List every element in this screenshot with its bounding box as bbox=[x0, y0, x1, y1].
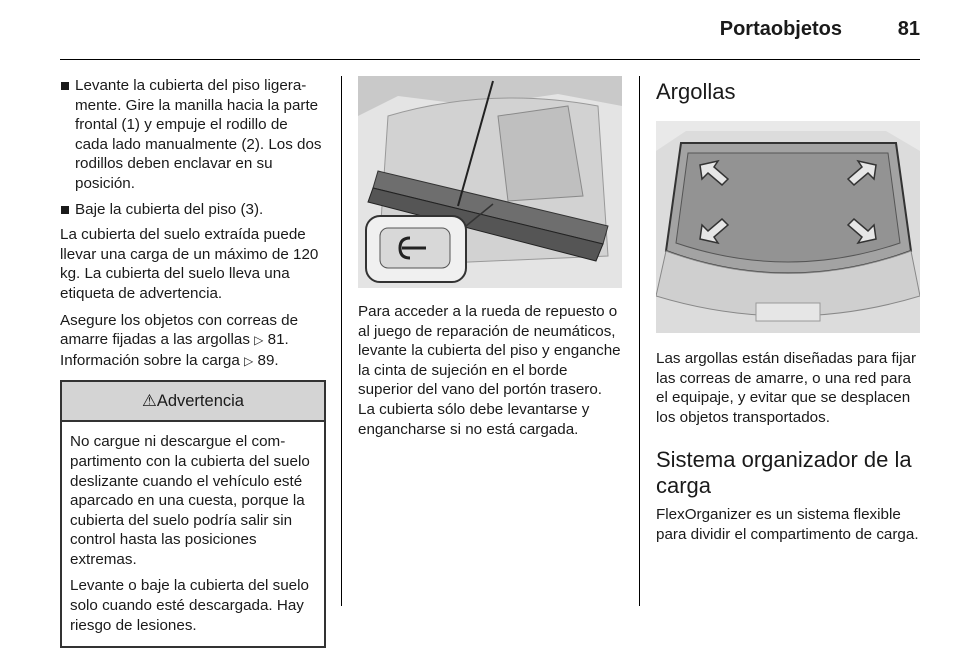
bullet-text: Baje la cubierta del piso (3). bbox=[75, 200, 264, 218]
paragraph-text: Asegure los objetos con correas de amarre fijadas a las argollas bbox=[60, 311, 299, 349]
warning-box bbox=[60, 380, 326, 648]
warning-text: Levante o baje la cubierta del suelo solo cuando esté descargada. Hay riesgo de lesiones. bbox=[70, 577, 309, 634]
paragraph-tie-down: Asegure los objetos con correas de amarre fijadas a las argollas ▷ 81. Información sobre la carga ▷ 89. bbox=[60, 311, 299, 369]
column-middle bbox=[358, 76, 622, 446]
paragraph-text: Información sobre la carga bbox=[60, 351, 240, 369]
page-header bbox=[0, 0, 960, 60]
column-left bbox=[60, 76, 324, 648]
warning-triangle-icon: ⚠ bbox=[142, 392, 157, 411]
paragraph-flexorganizer: FlexOrganizer es un sistema flexible para dividir el compartimento de carga. bbox=[656, 506, 919, 543]
column-divider bbox=[639, 76, 640, 606]
page-reference-icon: ▷ bbox=[244, 353, 254, 368]
column-right bbox=[656, 76, 920, 552]
header-rule bbox=[60, 59, 920, 60]
bullet-item bbox=[60, 76, 324, 194]
paragraph-load-capacity: La cubierta del suelo extraída puede llevar una carga de un máximo de 120 kg. La cubierta del suelo lleva una etiqueta de advertencia. bbox=[60, 226, 319, 302]
page-reference-link[interactable]: 81 bbox=[267, 331, 285, 349]
square-bullet-icon bbox=[61, 206, 69, 214]
page-title: Portaobjetos bbox=[719, 18, 842, 40]
bullet-text: Levante la cubierta del piso ligeramente. Gire la manilla hacia la parte frontal (1) y empuje el rodillo de cada lado manualmente (2). Los dos rodillos deben enclavar en su posición. bbox=[75, 77, 322, 192]
paragraph-spare-wheel: Para acceder a la rueda de repuesto o al juego de reparación de neumáticos, levante la cubierta del piso y enganche la cinta de sujeción en el borde superior del vano del portón trasero. La cubierta sólo debe levantarse y engancharse si no está cargada. bbox=[358, 303, 621, 438]
warning-text: No cargue ni descargue el compartimento con la cubierta del suelo deslizante cuando el vehículo esté aparcado en una cuesta, porque la cubierta del suelo podría salir sin control hasta las posiciones extremas. bbox=[70, 433, 310, 568]
warning-header bbox=[62, 382, 324, 422]
cargo-floor-cover-illustration bbox=[358, 76, 622, 288]
paragraph-tie-down-rings: Las argollas están diseñadas para fijar las correas de amarre, o una red para el equipaje, y evitar que se desplacen los objetos transportados. bbox=[656, 350, 917, 426]
heading-cargo-organizer: Sistema organizador de la carga bbox=[656, 447, 912, 499]
warning-body bbox=[62, 422, 324, 646]
column-divider bbox=[341, 76, 342, 606]
page-number: 81 bbox=[897, 18, 920, 40]
square-bullet-icon bbox=[61, 82, 69, 90]
page-reference-link[interactable]: 89 bbox=[257, 351, 275, 369]
bullet-item bbox=[60, 200, 324, 220]
page-reference-icon: ▷ bbox=[254, 333, 264, 348]
warning-title: Advertencia bbox=[156, 392, 244, 411]
heading-argollas: Argollas bbox=[656, 79, 736, 104]
tie-down-rings-illustration bbox=[656, 121, 920, 333]
